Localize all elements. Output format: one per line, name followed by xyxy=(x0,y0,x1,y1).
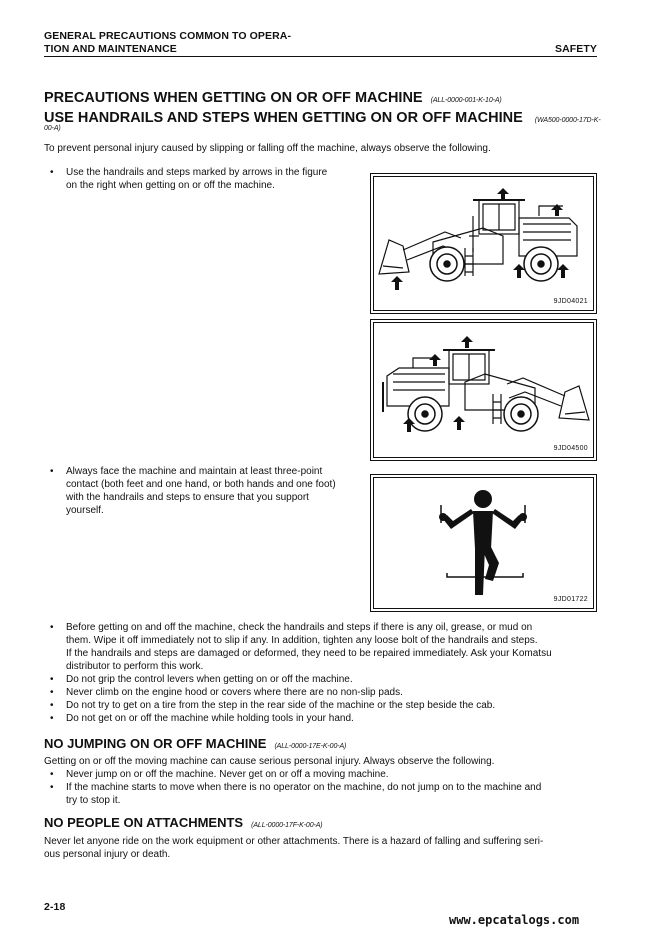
list-item: • Do not try to get on a tire from the step in the rear side of the machine or the step beside the cab. xyxy=(44,699,604,712)
header-title-line1: GENERAL PRECAUTIONS COMMON TO OPERA- xyxy=(44,30,292,42)
section-title-no-people xyxy=(44,815,323,834)
bullet-text-line: Always face the machine and maintain at least three-point xyxy=(66,466,323,477)
figure-code: 9JD04021 xyxy=(553,298,588,305)
intro-paragraph: To prevent personal injury caused by slipping or falling off the machine, always observe the following. xyxy=(44,143,491,154)
list-item: • Never climb on the engine hood or covers where there are no non-slip pads. xyxy=(44,686,604,699)
bullet-text-line: contact (both feet and one hand, or both hands and one foot) xyxy=(66,479,336,490)
section-title-handrails xyxy=(44,109,601,130)
section-code: (ALL-0000-17E-K-00-A) xyxy=(274,743,347,750)
bullet-text-line: distributor to perform this work. xyxy=(66,661,204,672)
bullet-text-line: Do not try to get on a tire from the step in the rear side of the machine or the step beside the cab. xyxy=(66,700,496,711)
bullet-text-line: them. Wipe it off immediately not to slip if any. In addition, tighten any loose bolt of the handrails and steps. xyxy=(66,635,538,646)
bullet-text-line: Use the handrails and steps marked by arrows in the figure xyxy=(66,167,328,178)
list-item: • Before getting on and off the machine, check the handrails and steps if there is any oil, grease, or mud on them. Wipe it off immediately not to slip if any. In addition, tighten any loose bolt of the handrails and steps. If the handrails and steps are damaged or deformed, they need to be repaired immediately. Ask your Komatsu distributor to perform this work. xyxy=(44,621,604,673)
page-number: 2-18 xyxy=(44,901,66,913)
bullet-text-line: If the handrails and steps are damaged or deformed, they need to be repaired immediately. Ask your Komatsu xyxy=(66,648,552,659)
bullet-text-line: try to stop it. xyxy=(66,795,121,806)
figure-three-point-contact xyxy=(370,474,597,612)
figure-code: 9JD04500 xyxy=(553,445,588,452)
list-item: • If the machine starts to move when there is no operator on the machine, do not jump on to the machine and try to stop it. xyxy=(44,781,604,807)
no-jumping-block xyxy=(44,755,604,807)
wheel-loader-illustration xyxy=(373,322,596,460)
bullet-text-line: on the right when getting on or off the machine. xyxy=(66,180,275,191)
bullet-text-line: Before getting on and off the machine, check the handrails and steps if there is any oil, grease, or mud on xyxy=(66,622,533,633)
person-on-ladder-illustration xyxy=(373,477,596,611)
running-header xyxy=(44,30,291,56)
no-jumping-intro: Getting on or off the moving machine can cause serious personal injury. Always observe the following. xyxy=(44,756,495,767)
section-title-text: NO PEOPLE ON ATTACHMENTS xyxy=(44,815,244,830)
section-code-continued: 00-A) xyxy=(44,125,61,132)
section-title-text: PRECAUTIONS WHEN GETTING ON OR OFF MACHINE xyxy=(44,90,423,106)
list-item: • Do not grip the control levers when getting on or off the machine. xyxy=(44,673,604,686)
bullet-text-line: Never jump on or off the machine. Never get on or off a moving machine. xyxy=(66,769,389,780)
section-code: (ALL-0000-17F-K-00-A) xyxy=(251,822,323,829)
list-item: • Never jump on or off the machine. Never get on or off a moving machine. xyxy=(44,768,604,781)
bullet-text-line: Do not get on or off the machine while holding tools in your hand. xyxy=(66,713,354,724)
paragraph-line: Never let anyone ride on the work equipment or other attachments. There is a hazard of falling and suffering seri- xyxy=(44,836,544,847)
list-item: • Use the handrails and steps marked by arrows in the figure on the right when getting on or off the machine. xyxy=(44,166,364,192)
bullet-list-general xyxy=(44,621,604,725)
bullet-handrails xyxy=(44,166,364,192)
list-item: • Do not get on or off the machine while holding tools in your hand. xyxy=(44,712,604,725)
header-section-label: SAFETY xyxy=(554,43,597,55)
bullet-three-point-contact xyxy=(44,465,368,517)
figure-wheel-loader-side xyxy=(370,173,597,314)
paragraph-line: ous personal injury or death. xyxy=(44,849,171,860)
bullet-text-line: Do not grip the control levers when getting on or off the machine. xyxy=(66,674,353,685)
bullet-text-line: If the machine starts to move when there is no operator on the machine, do not jump on to the machine and xyxy=(66,782,542,793)
bullet-text-line: with the handrails and steps to ensure that you support xyxy=(66,492,309,503)
header-rule xyxy=(44,56,597,57)
section-code: (WA500-0000-17D-K- xyxy=(534,117,601,124)
section-title-no-jumping xyxy=(44,736,346,755)
section-title-text: USE HANDRAILS AND STEPS WHEN GETTING ON OR OFF MACHINE xyxy=(44,110,523,126)
section-code: (ALL-0000-001-K-10-A) xyxy=(430,97,502,104)
section-title-text: NO JUMPING ON OR OFF MACHINE xyxy=(44,736,267,751)
section-title-precautions xyxy=(44,89,502,110)
bullet-text-line: yourself. xyxy=(66,505,104,516)
header-title-line2: TION AND MAINTENANCE xyxy=(44,43,177,55)
no-people-paragraph xyxy=(44,835,604,861)
list-item: • Always face the machine and maintain at least three-point contact (both feet and one hand, or both hands and one foot) with the handrails and steps to ensure that you support yourself. xyxy=(44,465,368,517)
wheel-loader-illustration xyxy=(373,176,596,313)
bullet-text-line: Never climb on the engine hood or covers where there are no non-slip pads. xyxy=(66,687,403,698)
watermark-text: www.epcatalogs.com xyxy=(449,913,580,927)
figure-code: 9JD01722 xyxy=(553,596,588,603)
figure-wheel-loader-rear xyxy=(370,319,597,461)
